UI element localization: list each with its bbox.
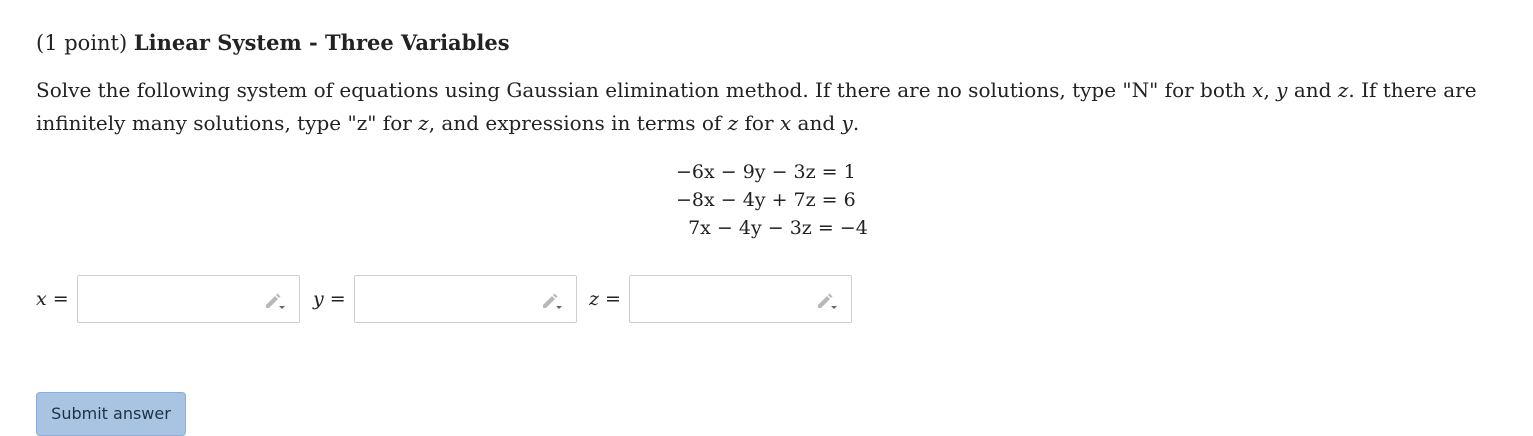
instruction-text: for [738, 111, 780, 135]
math-var-z: z [418, 111, 429, 135]
submit-answer-button[interactable]: Submit answer [36, 392, 186, 436]
answer-input-y[interactable] [355, 276, 555, 322]
equation-1: −6x − 9y − 3z = 1 [676, 161, 856, 183]
answer-label-x [36, 288, 69, 310]
pencil-icon[interactable] [540, 291, 564, 311]
math-var-y: y [1276, 78, 1288, 102]
instruction-text: Solve the following system of equations using Gaussian elimination method. If there are no solutions, type "N" for both [36, 78, 1253, 102]
equation-2: −8x − 4y + 7z = 6 [676, 189, 856, 211]
math-var-x: x [779, 111, 792, 135]
answer-box-y [354, 275, 577, 323]
answer-var-y: y [313, 288, 324, 310]
answer-input-x[interactable] [78, 276, 278, 322]
math-var-z: z [727, 111, 739, 135]
instruction-text: . If there are infinitely many solutions, type "z" for [36, 78, 1477, 135]
instruction-text: and [1287, 78, 1338, 102]
answer-var-x: x [36, 288, 47, 310]
problem-points: (1 point) [36, 31, 128, 55]
instruction-text: and [791, 111, 842, 135]
answer-equals: = [46, 288, 69, 310]
answer-box-z [629, 275, 852, 323]
answer-var-z: z [589, 288, 600, 310]
equation-system [676, 158, 868, 242]
math-var-x: x [1252, 78, 1264, 102]
instruction-text: , [1263, 78, 1277, 102]
problem-title: Linear System - Three Variables [133, 30, 510, 55]
answer-input-z[interactable] [630, 276, 830, 322]
pencil-icon[interactable] [815, 291, 839, 311]
problem-header [36, 30, 510, 55]
equation-3: 7x − 4y − 3z = −4 [676, 217, 868, 239]
answer-label-z [589, 288, 621, 310]
math-var-z: z [1337, 78, 1349, 102]
pencil-icon[interactable] [263, 291, 287, 311]
answer-equals: = [599, 288, 621, 310]
instruction-text: , and expressions in terms of [428, 111, 728, 135]
math-var-y: y [841, 111, 853, 135]
answer-label-y [313, 288, 346, 310]
instruction-text: . [852, 111, 860, 135]
answer-box-x [77, 275, 300, 323]
answer-equals: = [323, 288, 346, 310]
problem-instructions [36, 74, 1504, 140]
